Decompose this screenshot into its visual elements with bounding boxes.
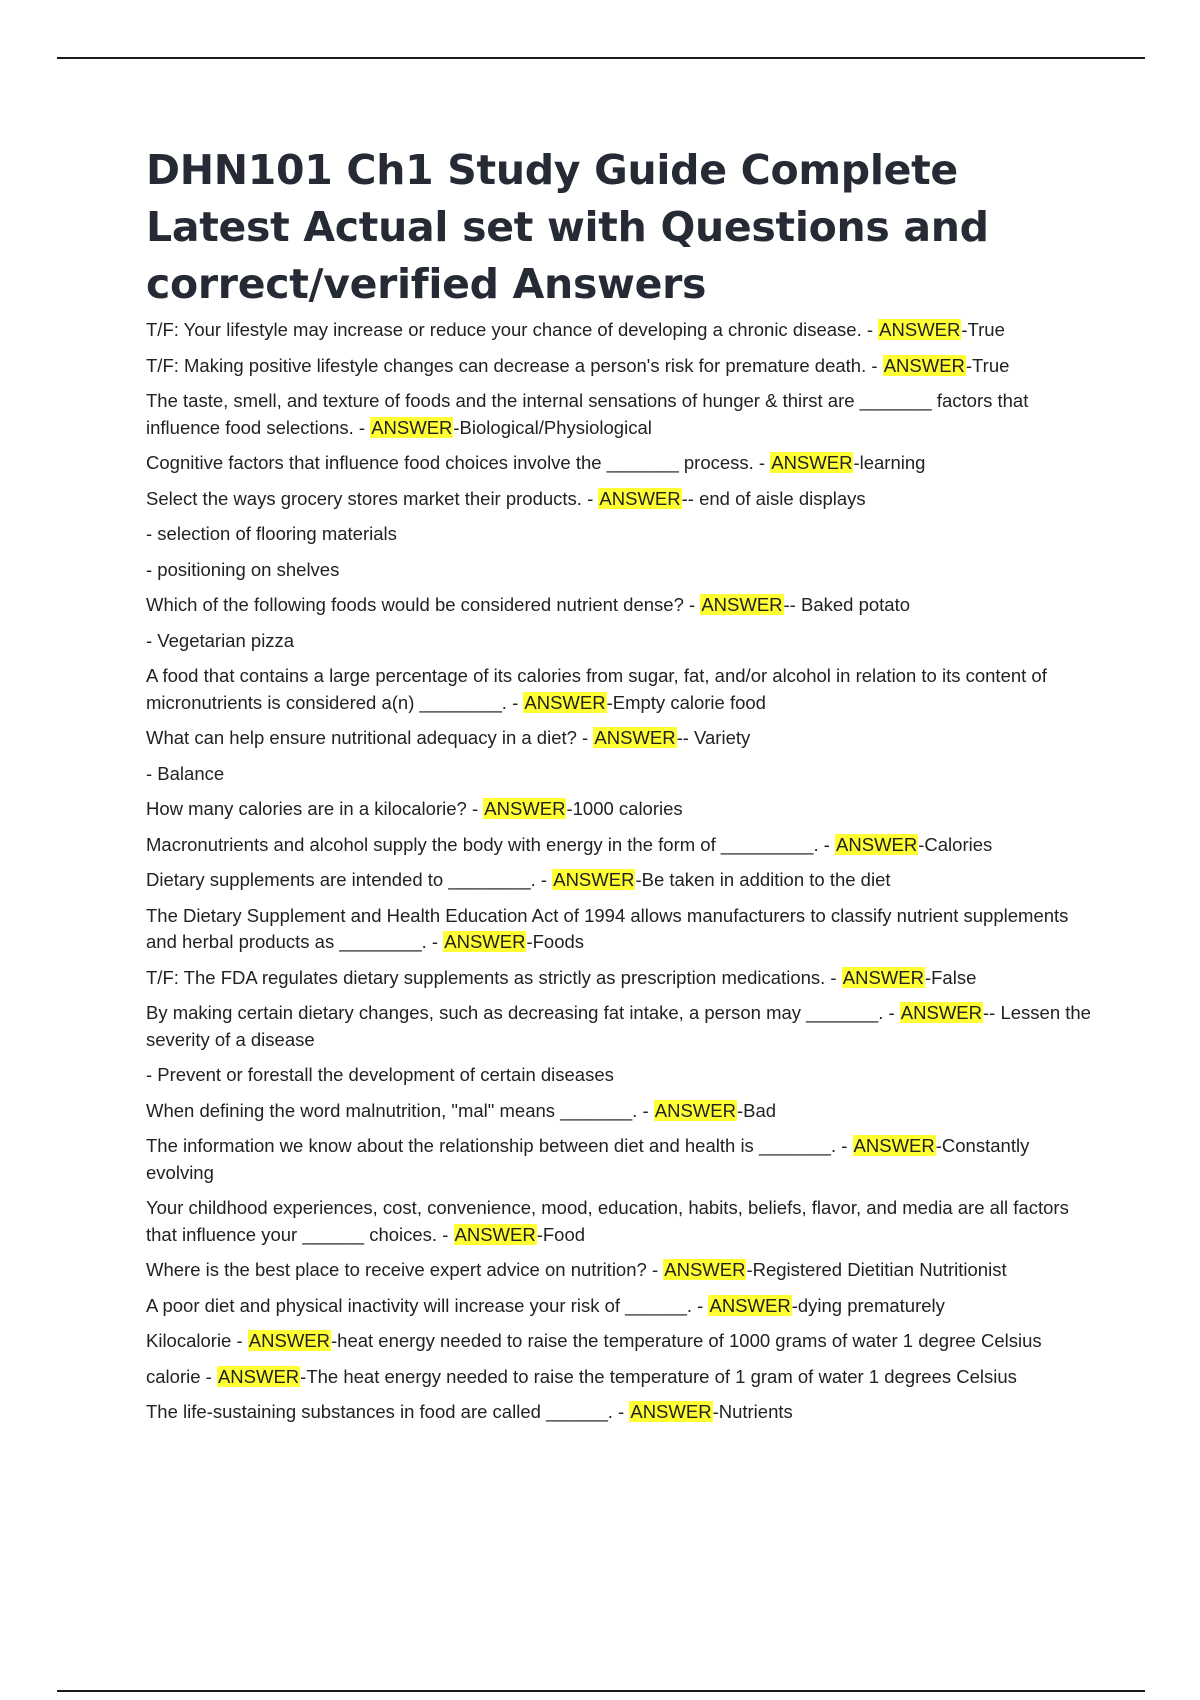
answer-continuation: - selection of flooring materials bbox=[146, 523, 397, 544]
answer-highlight: ANSWER bbox=[836, 833, 918, 855]
answer-highlight: ANSWER bbox=[248, 1330, 330, 1351]
answer-continuation: - Vegetarian pizza bbox=[146, 629, 295, 651]
answer-continuation: - Prevent or forestall the development of certain diseases bbox=[146, 1064, 614, 1085]
qa-item bbox=[146, 832, 1091, 859]
answer-text: -heat energy needed to raise the temperature of 1000 grams of water 1 degree Celsius bbox=[331, 1330, 1042, 1351]
qa-item bbox=[146, 796, 1091, 823]
qa-item bbox=[146, 1000, 1091, 1053]
answer-highlight: ANSWER bbox=[524, 691, 606, 713]
answer-text: -- Baked potato bbox=[783, 594, 911, 615]
question-text: Dietary supplements are intended to ________. - bbox=[146, 869, 553, 890]
answer-text: -learning bbox=[853, 452, 926, 473]
answer-highlight: ANSWER bbox=[842, 966, 924, 988]
qa-item bbox=[146, 486, 1091, 513]
qa-item bbox=[146, 1133, 1091, 1186]
question-text: Select the ways grocery stores market their products. - bbox=[146, 487, 599, 509]
top-rule bbox=[57, 57, 1145, 59]
question-text: When defining the word malnutrition, "mal" means _______. - bbox=[146, 1099, 654, 1121]
answer-text: -The heat energy needed to raise the temperature of 1 gram of water 1 degrees Celsius bbox=[300, 1365, 1017, 1387]
qa-item bbox=[146, 450, 1091, 477]
qa-item bbox=[146, 867, 1091, 894]
question-text: calorie - bbox=[146, 1365, 217, 1387]
answer-text: -Be taken in addition to the diet bbox=[635, 869, 891, 890]
qa-item bbox=[146, 903, 1091, 956]
answer-highlight: ANSWER bbox=[454, 1223, 536, 1245]
answer-highlight: ANSWER bbox=[879, 319, 961, 340]
qa-item bbox=[146, 388, 1091, 441]
qa-item bbox=[146, 1399, 1091, 1426]
answer-highlight: ANSWER bbox=[553, 869, 635, 890]
question-text: The taste, smell, and texture of foods and the internal sensations of hunger & thirst are _______ factors that influence food selections. - bbox=[146, 390, 1029, 438]
question-text: Your childhood experiences, cost, convenience, mood, education, habits, beliefs, flavor, and media are all factors that influence your ______ choices. - bbox=[146, 1197, 1069, 1245]
answer-highlight: ANSWER bbox=[853, 1135, 935, 1156]
qa-item bbox=[146, 592, 1091, 619]
answer-continuation: - positioning on shelves bbox=[146, 558, 340, 580]
answer-highlight: ANSWER bbox=[217, 1365, 300, 1387]
answer-highlight: ANSWER bbox=[594, 727, 676, 748]
answer-text: -Food bbox=[536, 1223, 586, 1245]
answer-text: -dying prematurely bbox=[791, 1294, 945, 1316]
qa-item bbox=[146, 725, 1091, 752]
question-text: The Dietary Supplement and Health Education Act of 1994 allows manufacturers to classify nutrient supplements and herbal products as ________. - bbox=[146, 904, 1069, 952]
answer-text: -Biological/Physiological bbox=[453, 416, 652, 438]
question-text: Macronutrients and alcohol supply the body with energy in the form of _________. - bbox=[146, 833, 836, 855]
qa-item bbox=[146, 1293, 1091, 1320]
answer-highlight: ANSWER bbox=[654, 1099, 736, 1121]
question-text: Which of the following foods would be considered nutrient dense? - bbox=[146, 594, 701, 615]
question-text: T/F: Making positive lifestyle changes can decrease a person's risk for premature death. - bbox=[146, 354, 883, 376]
answer-highlight: ANSWER bbox=[371, 416, 453, 438]
question-text: How many calories are in a kilocalorie? - bbox=[146, 798, 484, 819]
question-text: By making certain dietary changes, such as decreasing fat intake, a person may _______. - bbox=[146, 1002, 900, 1023]
qa-item bbox=[146, 965, 1091, 992]
qa-item bbox=[146, 1328, 1091, 1355]
qa-item bbox=[146, 1098, 1091, 1125]
answer-highlight: ANSWER bbox=[664, 1259, 746, 1280]
answer-text: -False bbox=[924, 966, 977, 988]
answer-highlight: ANSWER bbox=[900, 1002, 982, 1023]
question-text: The information we know about the relationship between diet and health is _______. - bbox=[146, 1135, 853, 1156]
bottom-rule bbox=[57, 1690, 1145, 1692]
document-body bbox=[146, 142, 1091, 1435]
question-text: T/F: Your lifestyle may increase or reduce your chance of developing a chronic disease. - bbox=[146, 319, 879, 340]
qa-item bbox=[146, 353, 1091, 380]
answer-text: -- end of aisle displays bbox=[681, 487, 866, 509]
answer-highlight: ANSWER bbox=[771, 452, 853, 473]
answer-text: -Nutrients bbox=[712, 1401, 793, 1422]
qa-item bbox=[146, 317, 1091, 344]
answer-text: -True bbox=[961, 319, 1005, 340]
answer-text: -- Variety bbox=[676, 727, 751, 748]
qa-item bbox=[146, 1195, 1091, 1248]
answer-highlight: ANSWER bbox=[709, 1294, 791, 1316]
qa-item bbox=[146, 663, 1091, 716]
answer-highlight: ANSWER bbox=[444, 931, 526, 952]
answer-continuation: - Balance bbox=[146, 762, 225, 784]
answer-text: -Calories bbox=[918, 833, 993, 855]
answer-text: -Bad bbox=[736, 1099, 777, 1121]
qa-item bbox=[146, 1364, 1091, 1391]
document-title: DHN101 Ch1 Study Guide Complete Latest Actual set with Questions and correct/verified Answers bbox=[146, 146, 989, 308]
qa-list bbox=[146, 317, 1091, 1426]
answer-text: -1000 calories bbox=[566, 798, 683, 819]
question-text: A food that contains a large percentage of its calories from sugar, fat, and/or alcohol in relation to its content of micronutrients is considered a(n) ________. - bbox=[146, 665, 1047, 713]
question-text: T/F: The FDA regulates dietary supplements as strictly as prescription medications. - bbox=[146, 966, 842, 988]
question-text: A poor diet and physical inactivity will increase your risk of ______. - bbox=[146, 1294, 709, 1316]
question-text: Kilocalorie - bbox=[146, 1330, 248, 1351]
question-text: Cognitive factors that influence food choices involve the _______ process. - bbox=[146, 452, 771, 473]
answer-text: -Constantly evolving bbox=[146, 1135, 1030, 1183]
answer-text: -Foods bbox=[526, 931, 585, 952]
answer-highlight: ANSWER bbox=[701, 594, 783, 615]
question-text: Where is the best place to receive expert advice on nutrition? - bbox=[146, 1259, 664, 1280]
answer-highlight: ANSWER bbox=[630, 1401, 712, 1422]
answer-text: -True bbox=[965, 354, 1010, 376]
answer-highlight: ANSWER bbox=[484, 798, 566, 819]
answer-highlight: ANSWER bbox=[599, 487, 681, 509]
question-text: The life-sustaining substances in food are called ______. - bbox=[146, 1401, 630, 1422]
answer-text: -Empty calorie food bbox=[606, 691, 766, 713]
qa-item bbox=[146, 1257, 1091, 1284]
question-text: What can help ensure nutritional adequacy in a diet? - bbox=[146, 727, 594, 748]
answer-highlight: ANSWER bbox=[883, 354, 965, 376]
answer-text: -- Lessen the severity of a disease bbox=[146, 1002, 1091, 1050]
answer-text: -Registered Dietitian Nutritionist bbox=[746, 1259, 1007, 1280]
